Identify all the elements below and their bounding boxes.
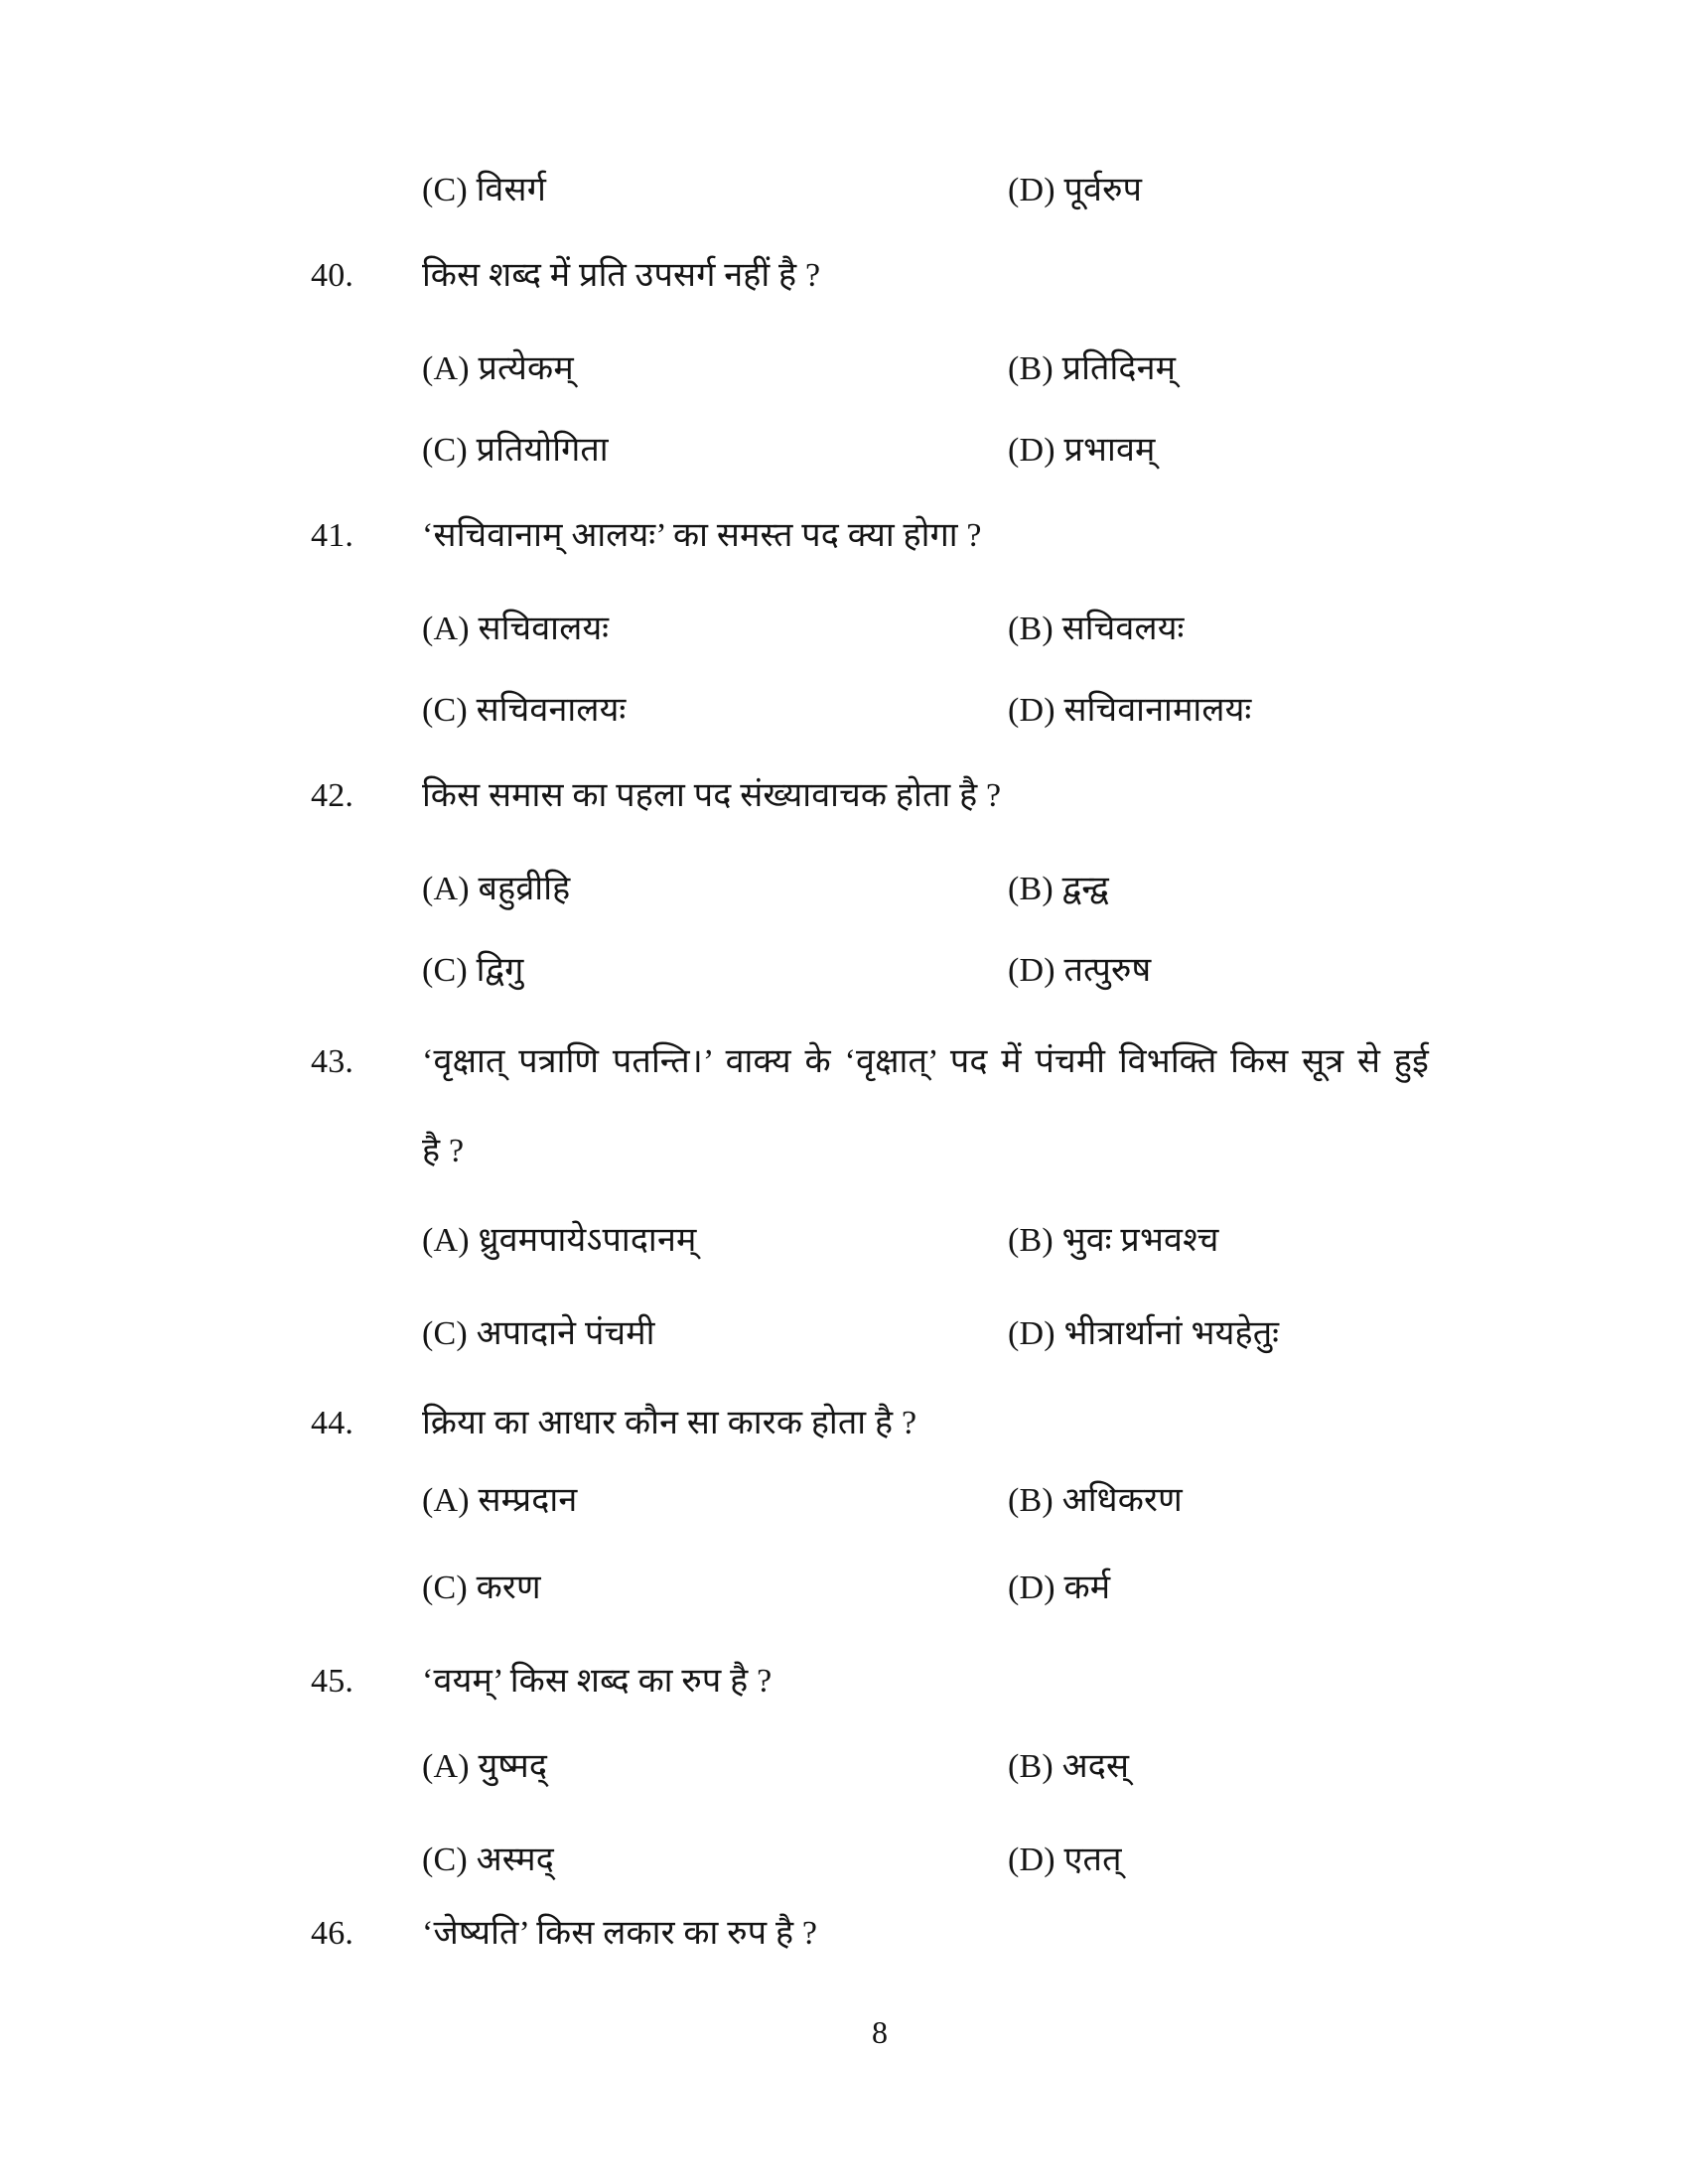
question-40-text: किस शब्द में प्रति उपसर्ग नहीं है ? xyxy=(422,257,821,294)
prev-question-option-c: (C) विसर्ग xyxy=(422,172,547,208)
question-43-text-line2: है ? xyxy=(422,1133,465,1169)
question-44-option-b: (B) अधिकरण xyxy=(1008,1482,1183,1519)
question-45-option-b: (B) अदस् xyxy=(1008,1748,1130,1785)
question-44-text: क्रिया का आधार कौन सा कारक होता है ? xyxy=(422,1405,917,1441)
question-42-option-d: (D) तत्पुरुष xyxy=(1008,952,1152,989)
question-41-text: ‘सचिवानाम् आलयः’ का समस्त पद क्या होगा ? xyxy=(422,517,982,554)
question-43-number: 43. xyxy=(311,1043,354,1080)
question-40-option-a: (A) प्रत्येकम् xyxy=(422,350,574,387)
question-42-option-b: (B) द्वन्द्व xyxy=(1008,871,1109,907)
page-number: 8 xyxy=(872,2014,889,2050)
question-45-option-d: (D) एतत् xyxy=(1008,1842,1122,1878)
question-43-text-line1: ‘वृक्षात् पत्राणि पतन्ति।’ वाक्य के ‘वृक्षात्’ पद में पंचमी विभक्ति किस सूत्र से हुई xyxy=(422,1043,1430,1080)
question-41-option-c: (C) सचिवनालयः xyxy=(422,692,627,729)
question-45-option-a: (A) युष्मद् xyxy=(422,1748,548,1785)
question-41-number: 41. xyxy=(311,517,354,554)
question-40-option-d: (D) प्रभावम् xyxy=(1008,432,1156,469)
question-44-number: 44. xyxy=(311,1405,354,1441)
question-45-text: ‘वयम्’ किस शब्द का रुप है ? xyxy=(422,1663,773,1700)
question-44-option-d: (D) कर्म xyxy=(1008,1570,1111,1606)
question-40-option-c: (C) प्रतियोगिता xyxy=(422,432,609,469)
question-41-option-a: (A) सचिवालयः xyxy=(422,611,610,647)
question-40-option-b: (B) प्रतिदिनम् xyxy=(1008,350,1177,387)
question-43-option-a: (A) ध्रुवमपायेऽपादानम् xyxy=(422,1222,697,1259)
question-42-number: 42. xyxy=(311,777,354,814)
question-43-option-d: (D) भीत्रार्थानां भयहेतुः xyxy=(1008,1315,1280,1352)
question-42-option-a: (A) बहुव्रीहि xyxy=(422,871,571,907)
question-41-option-d: (D) सचिवानामालयः xyxy=(1008,692,1252,729)
question-41-option-b: (B) सचिवलयः xyxy=(1008,611,1185,647)
question-44-option-a: (A) सम्प्रदान xyxy=(422,1482,578,1519)
question-43-option-c: (C) अपादाने पंचमी xyxy=(422,1315,655,1352)
prev-question-option-d: (D) पूर्वरुप xyxy=(1008,172,1143,208)
question-46-number: 46. xyxy=(311,1915,354,1952)
question-42-option-c: (C) द्विगु xyxy=(422,952,524,989)
question-45-option-c: (C) अस्मद् xyxy=(422,1842,555,1878)
question-45-number: 45. xyxy=(311,1663,354,1700)
question-44-option-c: (C) करण xyxy=(422,1570,541,1606)
question-43-option-b: (B) भुवः प्रभवश्च xyxy=(1008,1222,1219,1259)
question-40-number: 40. xyxy=(311,257,354,294)
question-42-text: किस समास का पहला पद संख्यावाचक होता है ? xyxy=(422,777,1002,814)
question-46-text: ‘जेष्यति’ किस लकार का रुप है ? xyxy=(422,1915,818,1952)
